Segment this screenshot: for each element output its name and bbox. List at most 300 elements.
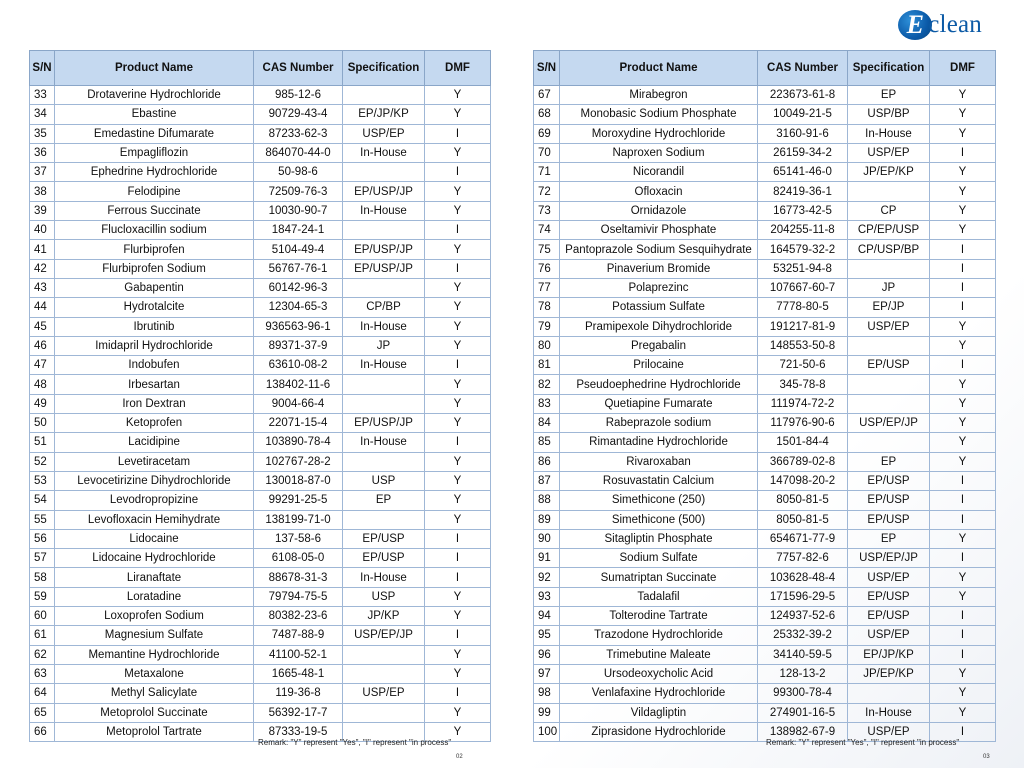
specification-cell: EP/JP/KP	[343, 105, 425, 124]
table-row	[30, 259, 491, 278]
table-row	[30, 86, 491, 105]
product-name-cell: Oseltamivir Phosphate	[560, 221, 758, 240]
dmf-cell: Y	[930, 201, 996, 220]
table-row	[30, 510, 491, 529]
dmf-cell: Y	[425, 452, 491, 471]
sn-cell: 67	[534, 86, 560, 105]
product-name-cell: Simethicone (500)	[560, 510, 758, 529]
specification-cell	[848, 182, 930, 201]
dmf-cell: Y	[930, 86, 996, 105]
product-name-cell: Potassium Sulfate	[560, 298, 758, 317]
specification-cell: USP	[343, 587, 425, 606]
specification-cell: CP	[848, 201, 930, 220]
dmf-cell: Y	[425, 298, 491, 317]
sn-cell: 97	[534, 664, 560, 683]
dmf-cell: Y	[930, 664, 996, 683]
dmf-cell: Y	[930, 375, 996, 394]
dmf-cell: I	[930, 259, 996, 278]
sn-cell: 64	[30, 684, 55, 703]
dmf-cell: Y	[425, 375, 491, 394]
specification-cell: JP	[343, 336, 425, 355]
cas-number-cell: 164579-32-2	[758, 240, 848, 259]
sn-cell: 33	[30, 86, 55, 105]
dmf-cell: Y	[425, 703, 491, 722]
cas-number-cell: 34140-59-5	[758, 645, 848, 664]
specification-cell	[343, 221, 425, 240]
specification-cell: JP/KP	[343, 607, 425, 626]
product-name-cell: Metoprolol Tartrate	[55, 722, 254, 741]
cas-number-cell: 10049-21-5	[758, 105, 848, 124]
specification-cell: USP/EP	[343, 684, 425, 703]
dmf-cell: Y	[425, 278, 491, 297]
cas-number-cell: 107667-60-7	[758, 278, 848, 297]
sn-cell: 61	[30, 626, 55, 645]
specification-cell: EP/USP	[848, 471, 930, 490]
table-row	[30, 529, 491, 548]
page-number-left: 02	[456, 754, 463, 760]
product-name-cell: Memantine Hydrochloride	[55, 645, 254, 664]
table-header-row	[30, 51, 491, 86]
cas-number-cell: 130018-87-0	[254, 471, 343, 490]
specification-cell: USP/EP/JP	[848, 414, 930, 433]
product-name-cell: Levetiracetam	[55, 452, 254, 471]
table-row	[534, 336, 996, 355]
header-specification: Specification	[343, 51, 425, 86]
specification-cell: In-House	[343, 317, 425, 336]
cas-number-cell: 138402-11-6	[254, 375, 343, 394]
sn-cell: 35	[30, 124, 55, 143]
table-row	[30, 491, 491, 510]
table-header-row	[534, 51, 996, 86]
dmf-cell: Y	[425, 317, 491, 336]
table-row	[30, 336, 491, 355]
table-row	[534, 394, 996, 413]
specification-cell: EP	[848, 452, 930, 471]
specification-cell: CP/BP	[343, 298, 425, 317]
sn-cell: 74	[534, 221, 560, 240]
cas-number-cell: 16773-42-5	[758, 201, 848, 220]
product-name-cell: Rosuvastatin Calcium	[560, 471, 758, 490]
cas-number-cell: 6108-05-0	[254, 549, 343, 568]
dmf-cell: Y	[425, 722, 491, 741]
specification-cell: USP/BP	[848, 105, 930, 124]
product-name-cell: Metaxalone	[55, 664, 254, 683]
table-body-left	[30, 86, 491, 742]
dmf-cell: Y	[425, 645, 491, 664]
header-dmf: DMF	[425, 51, 491, 86]
table-row	[534, 471, 996, 490]
table-row	[30, 356, 491, 375]
product-name-cell: Ofloxacin	[560, 182, 758, 201]
table-row	[534, 221, 996, 240]
product-name-cell: Levodropropizine	[55, 491, 254, 510]
table-row	[30, 607, 491, 626]
product-name-cell: Indobufen	[55, 356, 254, 375]
cas-number-cell: 60142-96-3	[254, 278, 343, 297]
specification-cell	[343, 510, 425, 529]
table-row	[534, 607, 996, 626]
dmf-cell: Y	[425, 201, 491, 220]
table-row	[534, 664, 996, 683]
table-body-right	[534, 86, 996, 742]
header-sn: S/N	[30, 51, 55, 86]
specification-cell: EP/JP/KP	[848, 645, 930, 664]
cas-number-cell: 111974-72-2	[758, 394, 848, 413]
sn-cell: 71	[534, 163, 560, 182]
sn-cell: 49	[30, 394, 55, 413]
table-row	[534, 452, 996, 471]
sn-cell: 39	[30, 201, 55, 220]
sn-cell: 46	[30, 336, 55, 355]
table-row	[30, 221, 491, 240]
product-name-cell: Tadalafil	[560, 587, 758, 606]
dmf-cell: I	[930, 298, 996, 317]
table-row	[534, 163, 996, 182]
product-name-cell: Loxoprofen Sodium	[55, 607, 254, 626]
sn-cell: 56	[30, 529, 55, 548]
sn-cell: 43	[30, 278, 55, 297]
cas-number-cell: 8050-81-5	[758, 491, 848, 510]
cas-number-cell: 7487-88-9	[254, 626, 343, 645]
cas-number-cell: 864070-44-0	[254, 143, 343, 162]
specification-cell	[848, 684, 930, 703]
product-name-cell: Flurbiprofen Sodium	[55, 259, 254, 278]
dmf-cell: Y	[425, 105, 491, 124]
product-name-cell: Tolterodine Tartrate	[560, 607, 758, 626]
specification-cell: EP/USP	[848, 587, 930, 606]
table-row	[534, 626, 996, 645]
sn-cell: 80	[534, 336, 560, 355]
sn-cell: 88	[534, 491, 560, 510]
cas-number-cell: 148553-50-8	[758, 336, 848, 355]
table-row	[30, 471, 491, 490]
sn-cell: 82	[534, 375, 560, 394]
cas-number-cell: 137-58-6	[254, 529, 343, 548]
table-row	[30, 317, 491, 336]
table-row	[534, 375, 996, 394]
table-row	[534, 201, 996, 220]
cas-number-cell: 1847-24-1	[254, 221, 343, 240]
dmf-cell: I	[425, 124, 491, 143]
specification-cell: EP/JP	[848, 298, 930, 317]
sn-cell: 40	[30, 221, 55, 240]
specification-cell: USP/EP	[848, 143, 930, 162]
sn-cell: 92	[534, 568, 560, 587]
eclean-logo	[898, 10, 982, 40]
specification-cell: In-House	[343, 356, 425, 375]
cas-number-cell: 99300-78-4	[758, 684, 848, 703]
product-name-cell: Empagliflozin	[55, 143, 254, 162]
table-row	[534, 278, 996, 297]
product-name-cell: Drotaverine Hydrochloride	[55, 86, 254, 105]
table-row	[30, 433, 491, 452]
product-name-cell: Liranaftate	[55, 568, 254, 587]
table-row	[30, 664, 491, 683]
specification-cell: In-House	[848, 124, 930, 143]
sn-cell: 53	[30, 471, 55, 490]
specification-cell: EP/USP/JP	[343, 182, 425, 201]
product-name-cell: Quetiapine Fumarate	[560, 394, 758, 413]
product-name-cell: Rabeprazole sodium	[560, 414, 758, 433]
specification-cell	[343, 645, 425, 664]
cas-number-cell: 103890-78-4	[254, 433, 343, 452]
table-row	[30, 626, 491, 645]
dmf-cell: Y	[930, 452, 996, 471]
sn-cell: 79	[534, 317, 560, 336]
specification-cell: EP/USP/JP	[343, 259, 425, 278]
sn-cell: 68	[534, 105, 560, 124]
table-row	[30, 143, 491, 162]
sn-cell: 59	[30, 587, 55, 606]
product-name-cell: Ferrous Succinate	[55, 201, 254, 220]
specification-cell: USP/EP	[848, 568, 930, 587]
product-name-cell: Venlafaxine Hydrochloride	[560, 684, 758, 703]
table-row	[30, 414, 491, 433]
dmf-cell: I	[425, 529, 491, 548]
header-dmf: DMF	[930, 51, 996, 86]
sn-cell: 77	[534, 278, 560, 297]
dmf-cell: Y	[425, 240, 491, 259]
cas-number-cell: 9004-66-4	[254, 394, 343, 413]
sn-cell: 96	[534, 645, 560, 664]
product-name-cell: Trazodone Hydrochloride	[560, 626, 758, 645]
table-row	[30, 105, 491, 124]
table-row	[30, 182, 491, 201]
product-name-cell: Lidocaine Hydrochloride	[55, 549, 254, 568]
cas-number-cell: 53251-94-8	[758, 259, 848, 278]
dmf-cell: Y	[930, 568, 996, 587]
dmf-cell: Y	[930, 105, 996, 124]
table-row	[534, 86, 996, 105]
specification-cell: EP/USP	[343, 529, 425, 548]
product-table-left	[29, 50, 491, 742]
specification-cell: EP/USP	[848, 607, 930, 626]
dmf-cell: I	[425, 684, 491, 703]
cas-number-cell: 56392-17-7	[254, 703, 343, 722]
specification-cell: JP	[848, 278, 930, 297]
dmf-cell: Y	[930, 684, 996, 703]
cas-number-cell: 63610-08-2	[254, 356, 343, 375]
dmf-cell: Y	[930, 414, 996, 433]
sn-cell: 95	[534, 626, 560, 645]
cas-number-cell: 5104-49-4	[254, 240, 343, 259]
sn-cell: 55	[30, 510, 55, 529]
cas-number-cell: 102767-28-2	[254, 452, 343, 471]
product-name-cell: Iron Dextran	[55, 394, 254, 413]
product-name-cell: Ornidazole	[560, 201, 758, 220]
sn-cell: 86	[534, 452, 560, 471]
table-row	[30, 375, 491, 394]
sn-cell: 66	[30, 722, 55, 741]
sn-cell: 47	[30, 356, 55, 375]
sn-cell: 94	[534, 607, 560, 626]
cas-number-cell: 79794-75-5	[254, 587, 343, 606]
specification-cell	[343, 452, 425, 471]
product-name-cell: Rivaroxaban	[560, 452, 758, 471]
product-name-cell: Simethicone (250)	[560, 491, 758, 510]
cas-number-cell: 274901-16-5	[758, 703, 848, 722]
dmf-cell: I	[930, 549, 996, 568]
product-name-cell: Mirabegron	[560, 86, 758, 105]
dmf-cell: I	[425, 568, 491, 587]
specification-cell: CP/USP/BP	[848, 240, 930, 259]
product-name-cell: Ursodeoxycholic Acid	[560, 664, 758, 683]
dmf-cell: I	[930, 240, 996, 259]
table-row	[534, 259, 996, 278]
sn-cell: 36	[30, 143, 55, 162]
product-name-cell: Ibrutinib	[55, 317, 254, 336]
dmf-cell: I	[425, 549, 491, 568]
product-name-cell: Pramipexole Dihydrochloride	[560, 317, 758, 336]
specification-cell: EP/USP/JP	[343, 414, 425, 433]
cas-number-cell: 721-50-6	[758, 356, 848, 375]
sn-cell: 84	[534, 414, 560, 433]
dmf-cell: Y	[425, 607, 491, 626]
table-row	[30, 163, 491, 182]
sn-cell: 81	[534, 356, 560, 375]
cas-number-cell: 22071-15-4	[254, 414, 343, 433]
dmf-cell: I	[425, 626, 491, 645]
dmf-cell: Y	[930, 182, 996, 201]
specification-cell: USP/EP/JP	[848, 549, 930, 568]
cas-number-cell: 191217-81-9	[758, 317, 848, 336]
remark-note-left: Remark: "Y" represent "Yes", "I" represent "in process"	[258, 738, 452, 747]
product-name-cell: Lacidipine	[55, 433, 254, 452]
table-row	[534, 143, 996, 162]
sn-cell: 34	[30, 105, 55, 124]
dmf-cell: Y	[930, 703, 996, 722]
sn-cell: 90	[534, 529, 560, 548]
table-row	[30, 298, 491, 317]
cas-number-cell: 12304-65-3	[254, 298, 343, 317]
dmf-cell: I	[930, 645, 996, 664]
specification-cell	[343, 703, 425, 722]
sn-cell: 54	[30, 491, 55, 510]
dmf-cell: Y	[425, 143, 491, 162]
sn-cell: 73	[534, 201, 560, 220]
specification-cell: EP/USP/JP	[343, 240, 425, 259]
sn-cell: 87	[534, 471, 560, 490]
table-row	[30, 587, 491, 606]
sn-cell: 75	[534, 240, 560, 259]
dmf-cell: Y	[930, 587, 996, 606]
specification-cell: USP/EP/JP	[343, 626, 425, 645]
table-row	[30, 394, 491, 413]
cas-number-cell: 147098-20-2	[758, 471, 848, 490]
product-name-cell: Pregabalin	[560, 336, 758, 355]
product-name-cell: Ketoprofen	[55, 414, 254, 433]
product-name-cell: Ephedrine Hydrochloride	[55, 163, 254, 182]
product-name-cell: Imidapril Hydrochloride	[55, 336, 254, 355]
specification-cell: In-House	[343, 433, 425, 452]
dmf-cell: Y	[425, 182, 491, 201]
cas-number-cell: 128-13-2	[758, 664, 848, 683]
cas-number-cell: 87233-62-3	[254, 124, 343, 143]
table-row	[534, 645, 996, 664]
dmf-cell: I	[930, 471, 996, 490]
dmf-cell: Y	[930, 336, 996, 355]
sn-cell: 38	[30, 182, 55, 201]
specification-cell: EP	[343, 491, 425, 510]
specification-cell: EP/USP	[848, 356, 930, 375]
specification-cell: EP/USP	[848, 510, 930, 529]
specification-cell	[343, 278, 425, 297]
sn-cell: 58	[30, 568, 55, 587]
dmf-cell: Y	[425, 414, 491, 433]
dmf-cell: Y	[425, 587, 491, 606]
product-name-cell: Gabapentin	[55, 278, 254, 297]
product-name-cell: Polaprezinc	[560, 278, 758, 297]
dmf-cell: I	[930, 607, 996, 626]
table-row	[534, 182, 996, 201]
cas-number-cell: 82419-36-1	[758, 182, 848, 201]
cas-number-cell: 204255-11-8	[758, 221, 848, 240]
cas-number-cell: 1501-84-4	[758, 433, 848, 452]
product-name-cell: Sodium Sulfate	[560, 549, 758, 568]
specification-cell: USP	[343, 471, 425, 490]
cas-number-cell: 138982-67-9	[758, 722, 848, 741]
table-row	[30, 568, 491, 587]
specification-cell	[343, 394, 425, 413]
dmf-cell: I	[425, 163, 491, 182]
sn-cell: 91	[534, 549, 560, 568]
table-row	[30, 201, 491, 220]
table-row	[534, 587, 996, 606]
dmf-cell: Y	[930, 394, 996, 413]
cas-number-cell: 1665-48-1	[254, 664, 343, 683]
product-name-cell: Felodipine	[55, 182, 254, 201]
cas-number-cell: 80382-23-6	[254, 607, 343, 626]
product-name-cell: Pseudoephedrine Hydrochloride	[560, 375, 758, 394]
sn-cell: 70	[534, 143, 560, 162]
cas-number-cell: 117976-90-6	[758, 414, 848, 433]
sn-cell: 63	[30, 664, 55, 683]
table-row	[30, 645, 491, 664]
sn-cell: 98	[534, 684, 560, 703]
cas-number-cell: 345-78-8	[758, 375, 848, 394]
cas-number-cell: 7778-80-5	[758, 298, 848, 317]
product-name-cell: Sumatriptan Succinate	[560, 568, 758, 587]
cas-number-cell: 223673-61-8	[758, 86, 848, 105]
product-name-cell: Flurbiprofen	[55, 240, 254, 259]
dmf-cell: I	[930, 143, 996, 162]
specification-cell	[343, 375, 425, 394]
dmf-cell: Y	[930, 163, 996, 182]
product-name-cell: Naproxen Sodium	[560, 143, 758, 162]
cas-number-cell: 366789-02-8	[758, 452, 848, 471]
cas-number-cell: 50-98-6	[254, 163, 343, 182]
product-table-right	[533, 50, 996, 742]
cas-number-cell: 25332-39-2	[758, 626, 848, 645]
sn-cell: 51	[30, 433, 55, 452]
cas-number-cell: 103628-48-4	[758, 568, 848, 587]
cas-number-cell: 985-12-6	[254, 86, 343, 105]
dmf-cell: I	[930, 510, 996, 529]
sn-cell: 45	[30, 317, 55, 336]
specification-cell: In-House	[343, 201, 425, 220]
specification-cell	[343, 664, 425, 683]
dmf-cell: I	[425, 221, 491, 240]
table-row	[534, 105, 996, 124]
specification-cell	[848, 259, 930, 278]
product-name-cell: Magnesium Sulfate	[55, 626, 254, 645]
sn-cell: 42	[30, 259, 55, 278]
cas-number-cell: 87333-19-5	[254, 722, 343, 741]
table-row	[30, 703, 491, 722]
header-product-name: Product Name	[560, 51, 758, 86]
product-name-cell: Rimantadine Hydrochloride	[560, 433, 758, 452]
sn-cell: 57	[30, 549, 55, 568]
